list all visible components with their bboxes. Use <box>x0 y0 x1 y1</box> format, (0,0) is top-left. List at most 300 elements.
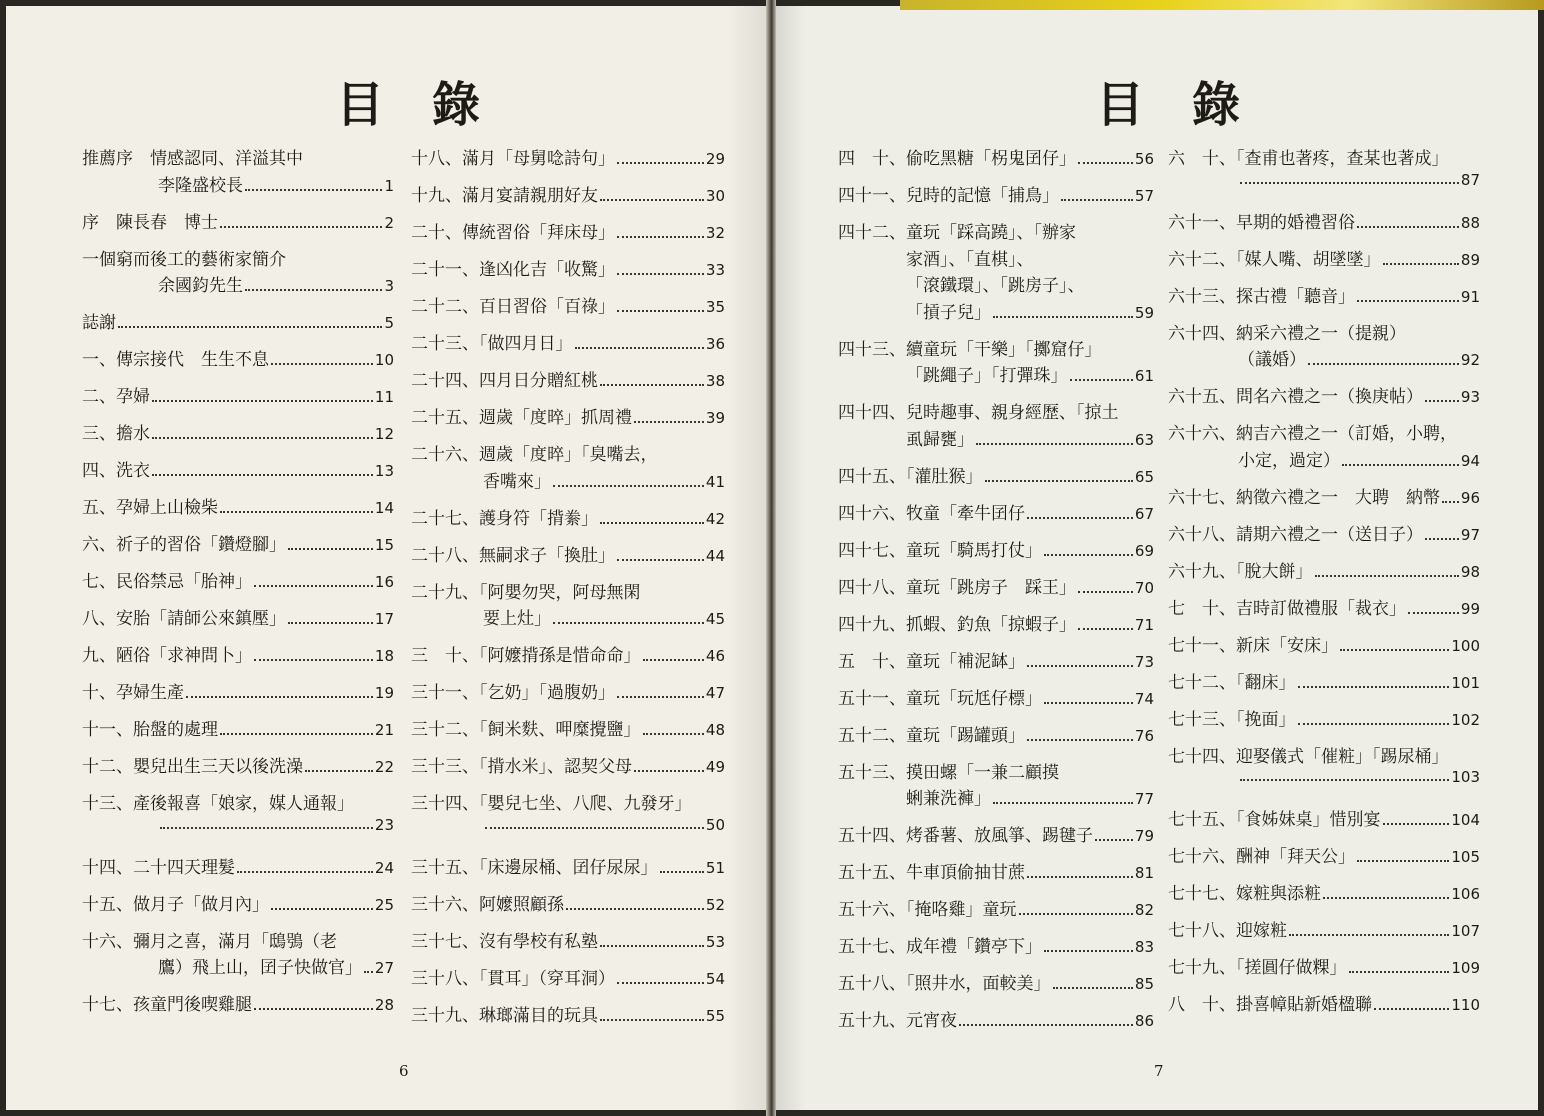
toc-page-number: 107 <box>1451 922 1480 940</box>
toc-entry-title: 八 十、掛喜幛貼新婚楹聯 <box>1168 995 1372 1015</box>
toc-page-number: 97 <box>1460 525 1480 544</box>
gutter-shadow <box>726 6 766 1110</box>
dot-leader <box>1078 628 1133 630</box>
toc-entry <box>82 853 394 878</box>
dot-leader <box>288 622 373 624</box>
toc-entry <box>82 567 394 592</box>
dot-leader <box>1027 517 1133 519</box>
toc-entry-title: 七十七、嫁粧與添粧 <box>1168 884 1321 904</box>
toc-entry <box>838 969 1154 994</box>
dot-leader <box>1298 686 1450 688</box>
toc-entry-title: 八、安胎「請師公來鎮壓」 <box>82 609 286 629</box>
toc-entry <box>411 641 725 666</box>
toc-entry-title: 十九、滿月宴請親朋好友 <box>411 186 598 206</box>
toc-entry-title: 三 十、「阿嬤揹孫是惜命命」 <box>411 646 641 666</box>
right-page <box>776 6 1538 1110</box>
toc-page-number: 81 <box>1134 864 1154 882</box>
toc-page-number: 83 <box>1134 938 1154 956</box>
toc-entry-line: 六十四、納采六禮之一（提親） <box>1168 323 1406 344</box>
toc-page-number: 18 <box>374 647 394 665</box>
toc-entry-title: 二十、傳統習俗「拜床母」 <box>411 223 615 243</box>
toc-entry <box>1168 208 1480 233</box>
toc-entry <box>411 890 725 915</box>
toc-entry-title: 五十八、「照井水，面較美」 <box>838 974 1051 994</box>
toc-entry-title: 六十一、早期的婚禮習俗 <box>1168 212 1355 233</box>
toc-entry-title: 七十二、「翻床」 <box>1168 672 1296 693</box>
dot-leader <box>1408 612 1459 614</box>
toc-entry <box>906 298 1154 323</box>
dot-leader <box>1383 823 1450 825</box>
toc-page-number: 96 <box>1460 488 1480 507</box>
book-spine <box>766 0 776 1116</box>
toc-entry-title: 誌謝 <box>82 313 116 333</box>
toc-entry-title: 小定，過定） <box>1238 450 1340 471</box>
left-page-title <box>336 66 481 133</box>
toc-entry <box>158 271 394 296</box>
toc-entry-title: 鷹）飛上山，囝子快做官」 <box>158 958 362 978</box>
title-char-1: 目 <box>1096 77 1145 133</box>
dot-leader <box>254 1008 373 1010</box>
toc-page-number: 30 <box>705 187 725 205</box>
toc-entry-title: 七十八、迎嫁粧 <box>1168 921 1287 941</box>
dot-leader <box>254 659 373 661</box>
toc-entry <box>1168 382 1480 407</box>
toc-entry <box>82 345 394 370</box>
toc-entry-title: 三十二、「飼米麩、呷糜攪鹽」 <box>411 720 641 740</box>
toc-page-number: 39 <box>705 409 725 427</box>
toc-page-number: 59 <box>1134 303 1154 322</box>
toc-entry-title: 四 十、偷吃黑糖「柺鬼囝仔」 <box>838 149 1076 169</box>
toc-page-number: 11 <box>374 388 394 406</box>
toc-entry-title: 十八、滿月「母舅唸詩句」 <box>411 149 615 169</box>
toc-entry-title: 序 陳長春 博士 <box>82 212 218 233</box>
toc-entry <box>82 493 394 518</box>
toc-entry <box>411 504 725 529</box>
toc-entry-title: 三十八、「貫耳」（穿耳洞） <box>411 968 615 989</box>
toc-entry-title: 六、祈子的習俗「鑽燈腳」 <box>82 535 286 555</box>
toc-page-number: 104 <box>1451 811 1480 829</box>
toc-page-number: 27 <box>374 959 394 977</box>
left-page <box>6 6 766 1110</box>
dot-leader <box>600 945 704 947</box>
toc-page-number: 35 <box>705 298 725 316</box>
toc-page-number: 102 <box>1451 710 1480 729</box>
toc-entry <box>1238 768 1480 786</box>
dot-leader <box>1289 934 1449 936</box>
toc-entry <box>411 144 725 169</box>
toc-entry-line: 十六、彌月之喜，滿月「鴟鴞（老 <box>82 931 337 952</box>
toc-page-number: 38 <box>705 372 725 390</box>
toc-entry-line: 「滾鐵環」、「跳房子」、 <box>906 276 1085 296</box>
dot-leader <box>985 480 1133 482</box>
toc-entry-title: 七十九、「搓圓仔做粿」 <box>1168 958 1347 978</box>
toc-entry <box>411 255 725 280</box>
toc-entry-line: 四十三、續童玩「干樂」「擲窟仔」 <box>838 339 1102 360</box>
toc-page-number: 94 <box>1460 451 1480 470</box>
toc-entry-title: 六十三、探古禮「聽音」 <box>1168 286 1355 307</box>
dot-leader <box>160 827 373 829</box>
toc-entry-title: 五十六、「掩咯雞」童玩 <box>838 900 1017 920</box>
toc-entry <box>838 181 1154 206</box>
toc-entry <box>82 419 394 444</box>
toc-entry <box>158 816 394 834</box>
toc-entry <box>411 752 725 777</box>
toc-entry-title: 三十三、「揹水米」、認契父母 <box>411 757 632 777</box>
toc-page-number: 1 <box>384 176 394 195</box>
toc-page-number: 71 <box>1134 615 1154 634</box>
toc-entry-title: 十七、孩童門後喫雞腿 <box>82 995 252 1015</box>
toc-entry <box>158 171 394 196</box>
toc-page-number: 69 <box>1134 541 1154 560</box>
dot-leader <box>634 770 704 772</box>
dot-leader <box>220 733 373 735</box>
toc-entry <box>838 684 1154 709</box>
toc-entry-line: 二十六、週歲「度晬」「臭嘴去， <box>411 445 658 465</box>
toc-page-number: 47 <box>705 684 725 702</box>
toc-entry <box>906 425 1154 450</box>
toc-entry-title: 二十一、逢凶化吉「收驚」 <box>411 260 615 280</box>
toc-entry <box>1168 842 1480 867</box>
dot-leader <box>1298 723 1450 725</box>
toc-entry-title: 六十七、納徵六禮之一 大聘 納幣 <box>1168 487 1440 508</box>
toc-entry <box>483 467 725 492</box>
toc-page-number: 100 <box>1451 636 1480 655</box>
dot-leader <box>617 236 704 238</box>
dot-leader <box>1240 182 1459 184</box>
toc-page-number: 101 <box>1451 673 1480 692</box>
dot-leader <box>1027 665 1133 667</box>
toc-page-number: 79 <box>1134 827 1154 845</box>
dot-leader <box>1357 860 1449 862</box>
toc-page-number: 93 <box>1460 388 1480 406</box>
toc-entry <box>1168 879 1480 904</box>
toc-page-number: 13 <box>374 462 394 480</box>
title-char-2: 錄 <box>1192 77 1241 133</box>
dot-leader <box>1342 464 1459 466</box>
toc-entry <box>411 541 725 566</box>
toc-entry-title: 四十六、牧童「牽牛囝仔 <box>838 503 1025 524</box>
dot-leader <box>617 162 704 164</box>
dot-leader <box>643 659 704 661</box>
page-number: 6 <box>399 1062 409 1080</box>
toc-entry <box>1238 171 1480 189</box>
dot-leader <box>1027 739 1133 741</box>
dot-leader <box>152 437 373 439</box>
toc-page-number: 52 <box>705 895 725 914</box>
toc-entry-title: 七 十、吉時訂做禮服「裁衣」 <box>1168 598 1406 619</box>
dot-leader <box>600 199 704 201</box>
toc-page-number: 82 <box>1134 901 1154 919</box>
toc-entry-title: 五、孕婦上山檢柴 <box>82 498 218 518</box>
cover-edge <box>900 0 1544 10</box>
toc-entry-title: 五十四、烤番薯、放風箏、踢毽子 <box>838 826 1093 846</box>
toc-entry <box>411 715 725 740</box>
toc-entry <box>838 144 1154 169</box>
toc-entry-line: 家酒」、「直棋」、 <box>906 249 1034 270</box>
toc-entry-title: 二十八、無嗣求子「換肚」 <box>411 545 615 566</box>
toc-entry-line: 十三、產後報喜「娘家，媒人通報」 <box>82 794 354 814</box>
dot-leader <box>617 559 704 561</box>
dot-leader <box>1349 971 1450 973</box>
dot-leader <box>660 871 704 873</box>
toc-entry <box>82 890 394 915</box>
toc-entry-title: 李隆盛校長 <box>158 175 243 196</box>
toc-entry-title: （議婚） <box>1238 350 1306 370</box>
toc-page-number: 24 <box>374 858 394 877</box>
toc-entry <box>411 403 725 428</box>
toc-entry <box>411 181 725 206</box>
toc-entry-line: 一個窮而後工的藝術家簡介 <box>82 249 286 270</box>
toc-entry-title: 五十五、牛車頂偷抽甘蔗 <box>838 863 1025 883</box>
toc-entry <box>838 536 1154 561</box>
toc-page-number: 88 <box>1460 213 1480 232</box>
toc-entry-title: 十四、二十四天理髮 <box>82 857 235 878</box>
toc-entry <box>82 990 394 1015</box>
toc-entry <box>411 329 725 354</box>
dot-leader <box>1425 400 1459 402</box>
toc-entry-title: 二十四、四月日分贈紅桃 <box>411 371 598 391</box>
toc-entry <box>1168 245 1480 270</box>
toc-entry <box>82 641 394 666</box>
toc-entry <box>838 1006 1154 1031</box>
toc-entry <box>82 604 394 629</box>
toc-entry-title: 七十六、酬神「拜天公」 <box>1168 847 1355 867</box>
toc-entry-line: 六十六、納吉六禮之一（訂婚，小聘， <box>1168 424 1457 444</box>
toc-page-number: 99 <box>1460 599 1480 618</box>
toc-page-number: 14 <box>374 499 394 517</box>
dot-leader <box>643 733 704 735</box>
toc-page-number: 12 <box>374 425 394 443</box>
toc-page-number: 61 <box>1134 367 1154 385</box>
toc-entry <box>838 821 1154 846</box>
dot-leader <box>271 363 373 365</box>
toc-entry-line: 五十三、摸田螺「一兼二顧摸 <box>838 762 1059 783</box>
toc-page-number: 92 <box>1460 351 1480 369</box>
toc-entry-title: 四十九、抓蝦、釣魚「掠蝦子」 <box>838 614 1076 635</box>
toc-entry <box>838 858 1154 883</box>
dot-leader <box>993 802 1133 804</box>
toc-entry-title: 六十八、請期六禮之一（送日子） <box>1168 524 1423 545</box>
toc-entry <box>483 604 725 629</box>
dot-leader <box>993 316 1133 318</box>
dot-leader <box>617 273 704 275</box>
toc-entry-title: 五十二、童玩「踢罐頭」 <box>838 725 1025 746</box>
toc-entry <box>1168 520 1480 545</box>
toc-entry <box>1168 916 1480 941</box>
toc-page-number: 22 <box>374 758 394 776</box>
toc-entry-line: 推薦序 情感認同、洋溢其中 <box>82 149 303 169</box>
toc-entry <box>1168 594 1480 619</box>
toc-entry-title: 三十六、阿嬤照顧孫 <box>411 894 564 915</box>
toc-page-number: 77 <box>1134 790 1154 808</box>
toc-entry <box>82 715 394 740</box>
toc-column-1 <box>82 144 394 1044</box>
toc-entry <box>82 382 394 407</box>
dot-leader <box>1374 1008 1449 1010</box>
toc-entry-title: 三十一、「乞奶」「過腹奶」 <box>411 683 615 703</box>
gutter-shadow <box>776 6 806 1110</box>
toc-page-number: 76 <box>1134 726 1154 745</box>
toc-page-number: 105 <box>1451 848 1480 866</box>
toc-entry-title: 三、擔水 <box>82 424 150 444</box>
toc-entry-title: 六十九、「脫大餅」 <box>1168 561 1313 582</box>
dot-leader <box>1442 501 1459 503</box>
title-char-2: 錄 <box>432 77 481 133</box>
toc-page-number: 29 <box>705 150 725 168</box>
toc-page-number: 48 <box>705 721 725 739</box>
toc-page-number: 25 <box>374 895 394 914</box>
toc-column-1 <box>838 144 1154 1044</box>
toc-entry-title: 一、傳宗接代 生生不息 <box>82 350 269 370</box>
toc-entry-title: 三十九、琳瑯滿目的玩具 <box>411 1005 598 1026</box>
toc-page-number: 106 <box>1451 885 1480 903</box>
toc-page-number: 28 <box>374 996 394 1014</box>
toc-entry <box>411 218 725 243</box>
toc-entry <box>411 964 725 989</box>
toc-page-number: 17 <box>374 610 394 628</box>
dot-leader <box>575 347 704 349</box>
toc-entry-title: 五十一、童玩「玩尪仔標」 <box>838 688 1042 709</box>
toc-page-number: 10 <box>374 351 394 369</box>
dot-leader <box>617 696 704 698</box>
toc-entry <box>906 784 1154 809</box>
toc-entry <box>1168 668 1480 693</box>
toc-entry-title: 九、陋俗「求神問卜」 <box>82 646 252 666</box>
toc-page-number: 23 <box>374 815 394 834</box>
toc-entry <box>1238 446 1480 471</box>
toc-entry <box>1168 705 1480 730</box>
toc-entry <box>411 678 725 703</box>
toc-page-number: 32 <box>705 224 725 242</box>
toc-entry-line: 二十九、「阿嬰勿哭，阿母無閑 <box>411 582 641 603</box>
toc-entry-title: 十五、做月子「做月內」 <box>82 894 269 915</box>
toc-entry-title: 要上灶」 <box>483 609 551 629</box>
toc-entry-title: 蜊兼洗褲」 <box>906 789 991 809</box>
toc-page-number: 51 <box>705 858 725 877</box>
toc-page-number: 5 <box>384 314 394 332</box>
toc-page-number: 86 <box>1134 1012 1154 1030</box>
dot-leader <box>1078 162 1133 164</box>
toc-page-number: 46 <box>705 647 725 665</box>
dot-leader <box>1357 300 1459 302</box>
dot-leader <box>600 522 704 524</box>
toc-entry-line: 四十二、童玩「踩高蹺」、「辦家 <box>838 223 1076 243</box>
dot-leader <box>254 585 373 587</box>
toc-page-number: 85 <box>1134 975 1154 993</box>
right-page-title <box>1096 66 1241 133</box>
toc-page-number: 16 <box>374 573 394 591</box>
toc-entry <box>1168 990 1480 1015</box>
toc-column-2 <box>411 144 725 1044</box>
dot-leader <box>1425 538 1459 540</box>
toc-page-number: 54 <box>705 969 725 988</box>
toc-entry-title: 四十八、童玩「跳房子 踩王」 <box>838 577 1076 598</box>
toc-page-number: 42 <box>705 509 725 528</box>
toc-entry-title: 四十一、兒時的記憶「捕鳥」 <box>838 186 1059 206</box>
toc-page-number: 57 <box>1134 187 1154 205</box>
toc-entry-title: 七十三、「挽面」 <box>1168 709 1296 730</box>
toc-entry <box>838 895 1154 920</box>
toc-entry-line: 六 十、「查甫也著疼，查某也著成」 <box>1168 149 1449 169</box>
dot-leader <box>1044 950 1133 952</box>
toc-page-number: 49 <box>705 758 725 776</box>
toc-entry <box>411 292 725 317</box>
toc-page-number: 19 <box>374 684 394 702</box>
toc-page-number: 74 <box>1134 689 1154 708</box>
toc-entry-title: 「摃子兒」 <box>906 302 991 323</box>
toc-page-number: 65 <box>1134 467 1154 486</box>
dot-leader <box>220 511 373 513</box>
toc-column-2 <box>1168 144 1480 1044</box>
dot-leader <box>485 827 704 829</box>
dot-leader <box>1308 363 1459 365</box>
toc-entry-title: 二十七、護身符「揹絭」 <box>411 508 598 529</box>
toc-page-number: 41 <box>705 472 725 491</box>
toc-entry-title: 四十五、「灌肚猴」 <box>838 466 983 487</box>
dot-leader <box>1323 897 1449 899</box>
dot-leader <box>1240 779 1449 781</box>
toc-entry-title: 「跳繩子」「打彈珠」 <box>906 366 1068 386</box>
toc-page-number: 36 <box>705 335 725 353</box>
toc-page-number: 56 <box>1134 150 1154 168</box>
dot-leader <box>152 474 373 476</box>
toc-page-number: 15 <box>374 536 394 554</box>
toc-entry <box>411 366 725 391</box>
dot-leader <box>305 770 373 772</box>
dot-leader <box>1061 199 1133 201</box>
toc-entry <box>82 530 394 555</box>
toc-page-number: 2 <box>384 213 394 232</box>
dot-leader <box>237 871 373 873</box>
dot-leader <box>245 189 382 191</box>
dot-leader <box>1383 263 1459 265</box>
toc-page-number: 73 <box>1134 652 1154 671</box>
toc-entry <box>1168 631 1480 656</box>
dot-leader <box>220 226 382 228</box>
toc-entry-title: 四、洗衣 <box>82 461 150 481</box>
dot-leader <box>600 384 704 386</box>
toc-page-number: 103 <box>1451 768 1480 786</box>
dot-leader <box>976 443 1133 445</box>
toc-page-number: 55 <box>705 1006 725 1025</box>
toc-page-number: 33 <box>705 261 725 279</box>
toc-entry-line: 四十四、兒時趣事、親身經歷、「掠土 <box>838 403 1119 423</box>
toc-entry-title: 四十七、童玩「騎馬打仗」 <box>838 540 1042 561</box>
dot-leader <box>634 421 704 423</box>
toc-page-number: 109 <box>1451 959 1480 977</box>
toc-entry-title: 五 十、童玩「補泥缽」 <box>838 651 1025 672</box>
toc-entry-title: 十、孕婦生產 <box>82 683 184 703</box>
toc-entry-title: 二十三、「做四月日」 <box>411 334 573 354</box>
toc-entry <box>411 853 725 878</box>
dot-leader <box>118 326 382 328</box>
dot-leader <box>1078 591 1133 593</box>
toc-entry <box>1168 805 1480 830</box>
toc-entry-title: 六十五、問名六禮之一（換庚帖） <box>1168 387 1423 407</box>
toc-entry-title: 三十七、沒有學校有私塾 <box>411 931 598 952</box>
dot-leader <box>617 310 704 312</box>
dot-leader <box>1027 876 1133 878</box>
page-number: 7 <box>1154 1062 1164 1080</box>
dot-leader <box>1315 575 1459 577</box>
toc-entry-title: 二、孕婦 <box>82 387 150 407</box>
toc-entry <box>838 647 1154 672</box>
toc-entry <box>158 953 394 978</box>
dot-leader <box>1095 839 1133 841</box>
dot-leader <box>364 971 373 973</box>
toc-entry-title: 七、民俗禁忌「胎神」 <box>82 572 252 592</box>
dot-leader <box>1357 226 1459 228</box>
